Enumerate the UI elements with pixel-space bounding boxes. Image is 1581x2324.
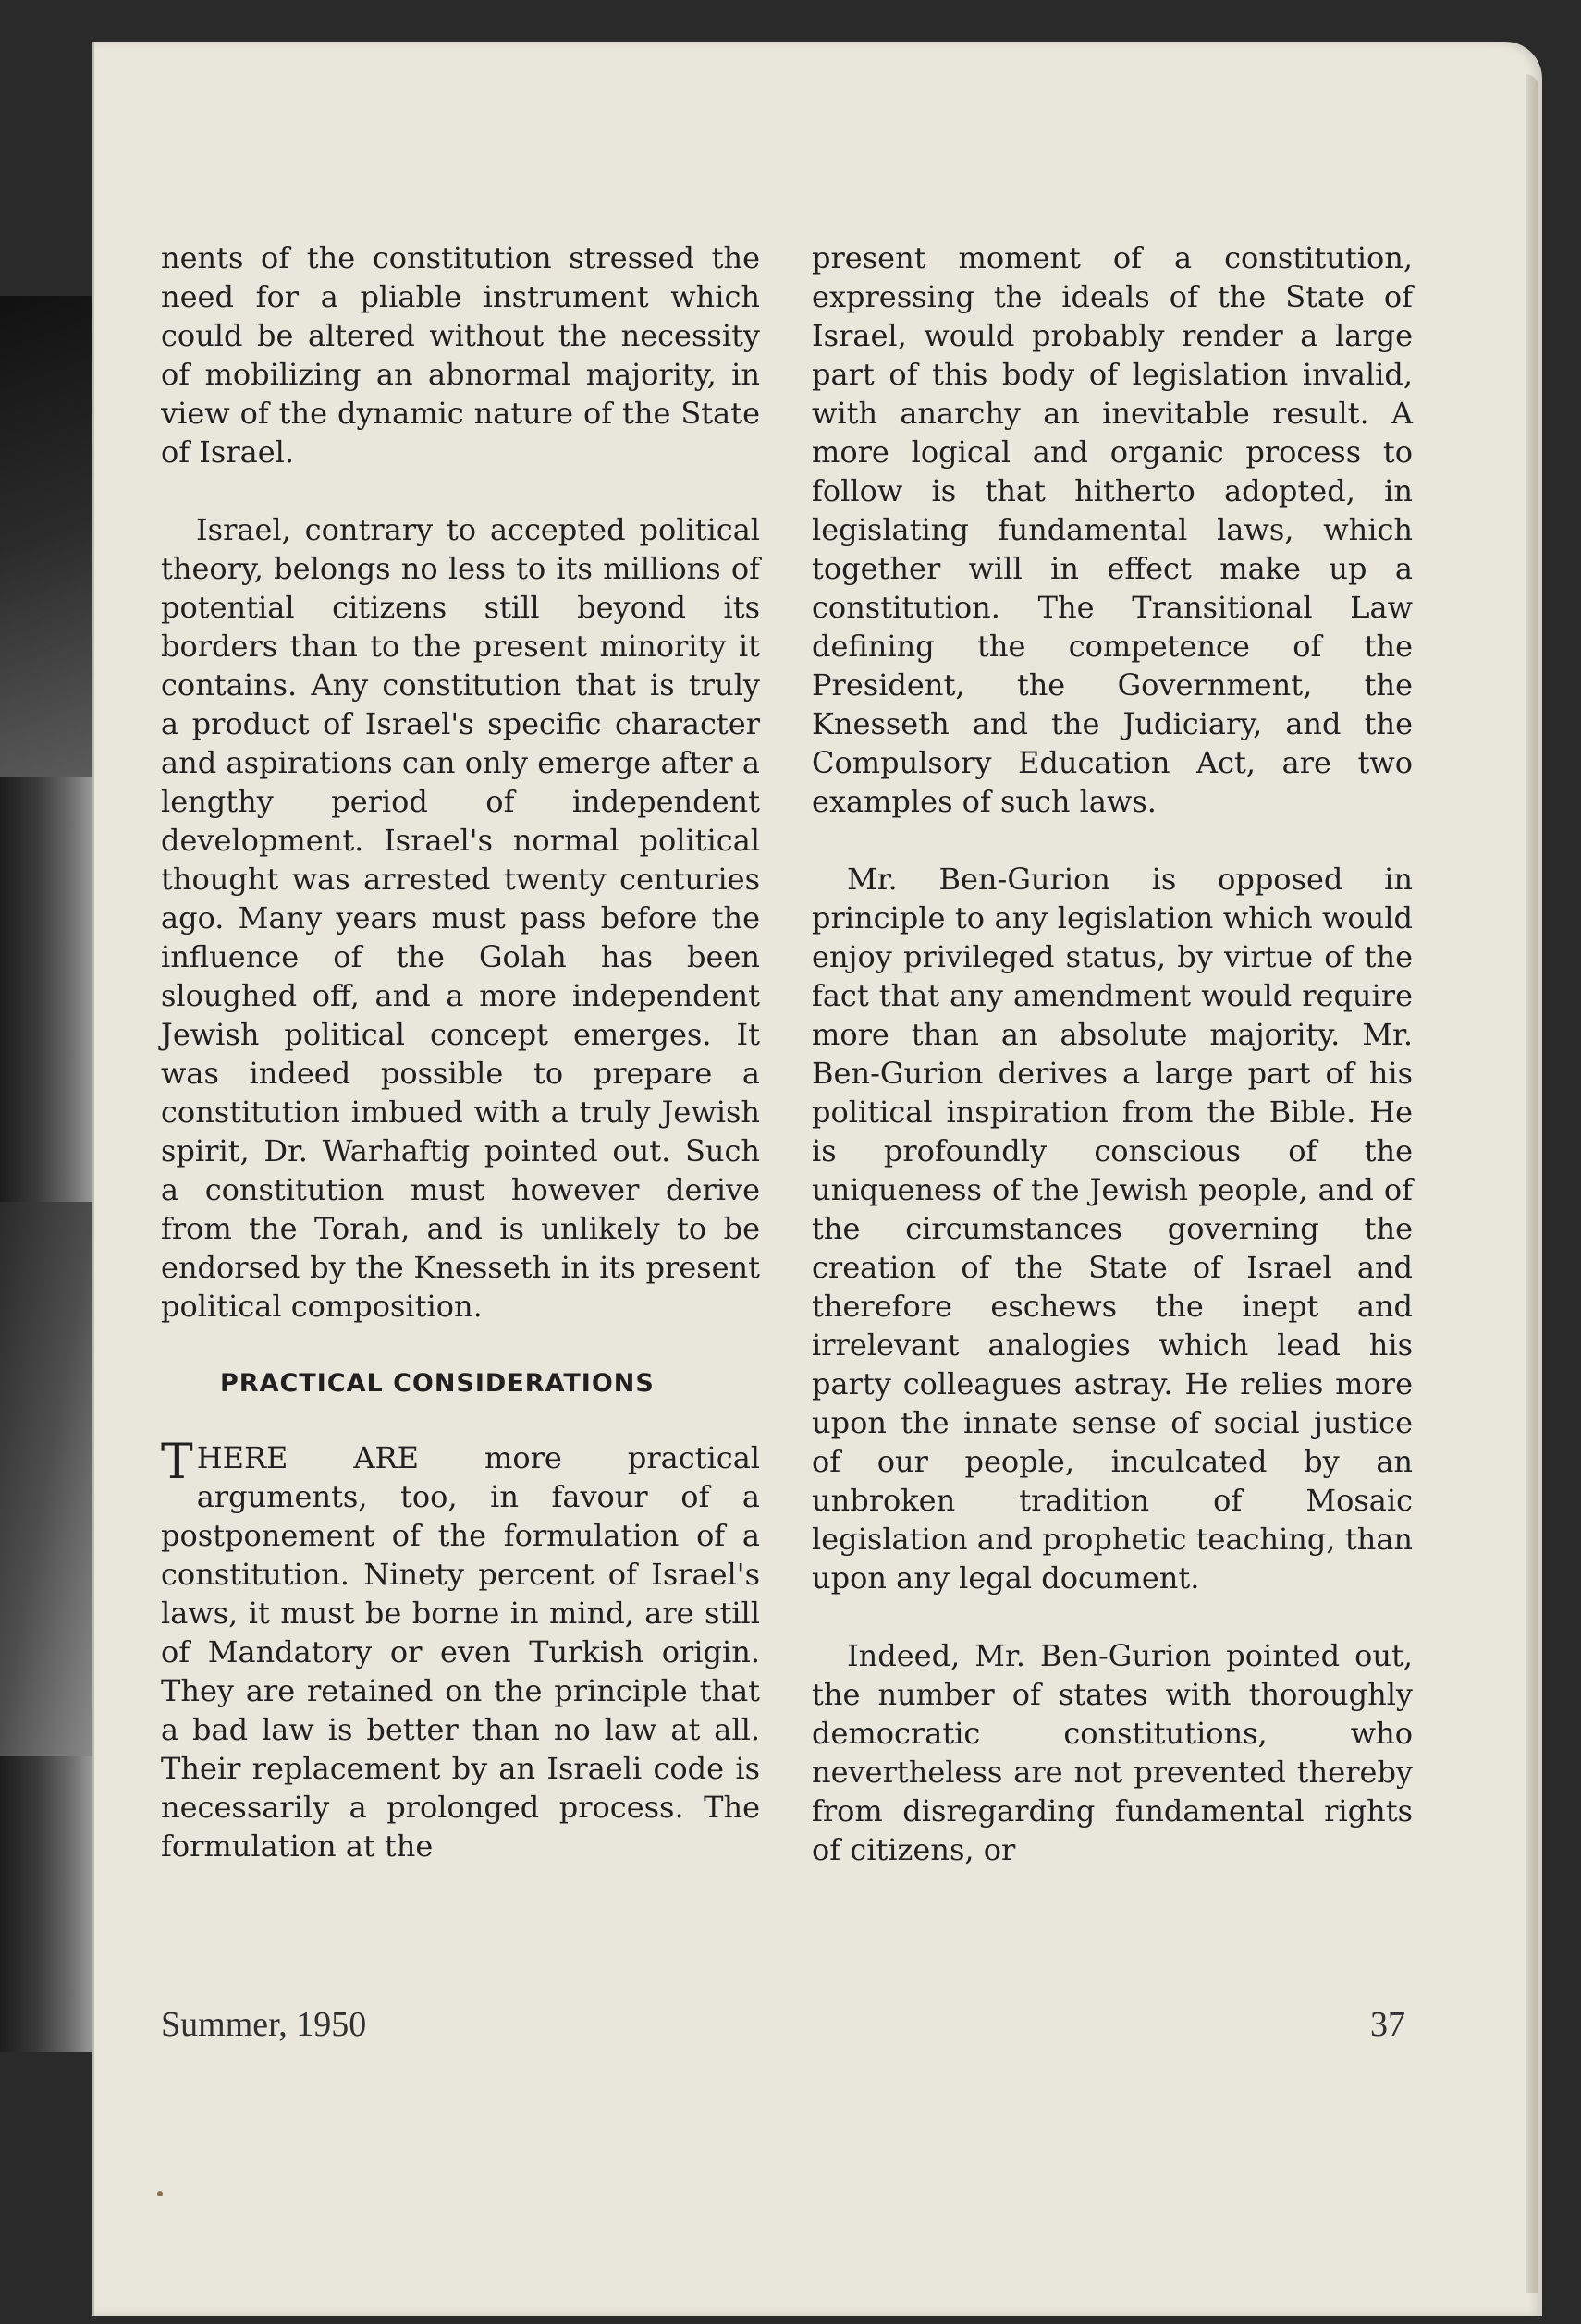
left-paragraph-3 xyxy=(161,1435,761,1865)
left-paragraph-1: nents of the constitution stressed the need for a pliable instrument which could be altered without the necessity of mobilizing an abnormal majority, in view of the dynamic nature of the State of Israel. xyxy=(161,240,760,470)
right-paragraph-2: Mr. Ben-Gurion is opposed in principle to any legislation which would enjoy privileged status, by virtue of the fact that any amendment would require more than an absolute majority. Mr. Ben-Gurion derives a large part of his political inspiration from the Bible. He is profoundly conscious of the uniqueness of the Jewish people, and of the circumstances governing the creation of the State of Israel and therefore eschews the inept and irrelevant analogies which lead his party colleagues astray. He relies more upon the innate sense of social justice of our people, inculcated by an unbroken tradition of Mosaic legislation and prophetic teaching, than upon any legal document. xyxy=(812,862,1413,1596)
adjacent-page-photo-shade xyxy=(0,1202,92,1756)
left-column xyxy=(161,239,760,1865)
drop-cap: T xyxy=(161,1435,193,1490)
page-number: 37 xyxy=(1370,2005,1405,2044)
issue-date: Summer, 1950 xyxy=(161,2005,367,2044)
right-paragraph-1: present moment of a constitution, expressing the ideals of the State of Israel, would probably render a large part of this body of legislation invalid, with anarchy an inevitable result. A more logical and organic process to follow is that hitherto adopted, in legislating fundamental laws, which together will in effect make up a constitution. The Transitional Law defining the competence of the President, the Government, the Knesseth and the Judiciary, and the Compulsory Education Act, are two examples of such laws. xyxy=(812,240,1413,819)
left-paragraph-2: Israel, contrary to accepted political theory, belongs no less to its millions of potential citizens still beyond its borders than to the present minority it contains. Any constitution that is truly a product of Israel's specific character and aspirations can only emerge after a lengthy period of independent development. Israel's normal political thought was arrested twenty centuries ago. Many years must pass before the influence of the Golah has been sloughed off, and a more independent Jewish political concept emerges. It was indeed possible to prepare a constitution imbued with a truly Jewish spirit, Dr. Warhaftig pointed out. Such a constitution must however derive from the Torah, and is unlikely to be endorsed by the Knesseth in its present political composition. xyxy=(161,512,760,1324)
section-heading: PRACTICAL CONSIDERATIONS xyxy=(220,1369,655,1398)
paper-smudge xyxy=(157,2191,163,2196)
lead-in-caps: HERE ARE xyxy=(196,1440,419,1475)
paragraph-body: more practical arguments, too, in favour of a postponement of the formulation of a constitution. Ninety percent of Israel's laws, it must be borne in mind, are still of Mandatory or even Turkish origin. They are retained on the principle that a bad law is better than no law at all. Their replacement by an Israeli code is necessarily a prolonged process. The formulation at the xyxy=(161,1440,761,1864)
adjacent-page-photo-dark xyxy=(0,296,92,777)
gutter xyxy=(92,42,94,2316)
page-edge xyxy=(1526,74,1538,2293)
right-paragraph-3: Indeed, Mr. Ben-Gurion pointed out, the number of states with thoroughly democratic constitutions, who nevertheless are not prevented thereby from disregarding fundamental rights of citizens, or xyxy=(812,1638,1413,1867)
right-column xyxy=(812,239,1413,1869)
